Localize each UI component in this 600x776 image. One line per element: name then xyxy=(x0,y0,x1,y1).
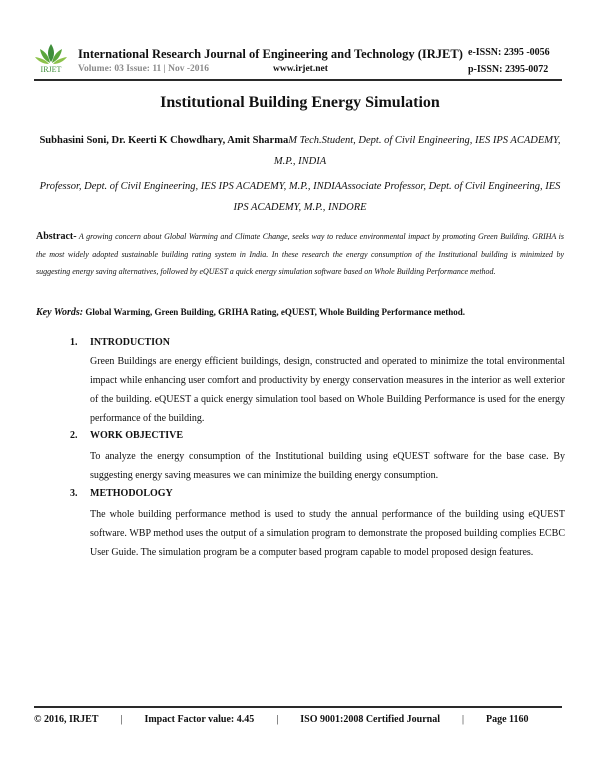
footer-separator: | xyxy=(120,714,123,725)
irjet-logo xyxy=(34,40,68,80)
section-title: METHODOLOGY xyxy=(90,488,173,499)
journal-website: www.irjet.net xyxy=(273,64,328,74)
author-names: Subhasini Soni, Dr. Keerti K Chowdhary, Amit Sharma xyxy=(39,135,289,146)
footer-separator: | xyxy=(276,714,279,725)
section-number: 1. xyxy=(70,337,78,348)
author-affiliation-1: M Tech.Student, Dept. of Civil Engineering, IES IPS ACADEMY, M.P., INDIA xyxy=(273,135,561,167)
section-heading-work-objective xyxy=(70,430,183,441)
abstract xyxy=(36,228,564,281)
section-title: INTRODUCTION xyxy=(90,337,171,348)
abstract-text: A growing concern about Global Warming and Climate Change, seeks way to reduce environmental impact by promoting Green Building. GRIHA is the most widely adopted sustainable building rating system in India. In these research the energy consumption of the Institutional building is minimized by suggesting energy saving alternatives, followed by eQUEST a quick energy simulation software based on Whole Building Performance method. xyxy=(36,232,564,276)
footer-iso: ISO 9001:2008 Certified Journal xyxy=(300,714,440,725)
keywords-label: Key Words: xyxy=(36,307,84,318)
footer-copyright: © 2016, IRJET xyxy=(34,714,99,725)
section-heading-introduction xyxy=(70,337,170,348)
footer-impact-factor: Impact Factor value: 4.45 xyxy=(144,714,255,725)
keywords xyxy=(36,307,564,318)
footer-rule xyxy=(34,706,562,708)
e-issn: e-ISSN: 2395 -0056 xyxy=(468,47,550,58)
footer-page-number: Page 1160 xyxy=(486,714,529,725)
authors-block xyxy=(36,130,564,172)
logo-text: IRJET xyxy=(40,65,62,74)
p-issn: p-ISSN: 2395-0072 xyxy=(468,64,549,75)
abstract-label: Abstract- xyxy=(36,231,77,242)
section-text-introduction: Green Buildings are energy efficient buildings, design, constructed and operated to minimize the total environmental impact while enhancing user comfort and productivity by energy conservation measures in the interior as well exterior of the building. eQUEST a quick energy simulation tool based on Whole Building Performance is used for the energy performance of the building. xyxy=(90,356,565,424)
header-rule xyxy=(34,79,562,81)
section-number: 2. xyxy=(70,430,78,441)
author-affiliation-2: Professor, Dept. of Civil Engineering, IES IPS ACADEMY, M.P., INDIAAssociate Professor, Dept. of Civil Engineering, IES IPS ACADEMY, M.P., INDORE xyxy=(39,181,561,213)
keywords-text: Global Warming, Green Building, GRIHA Rating, eQUEST, Whole Building Performance method. xyxy=(83,307,466,317)
section-text-work-objective: To analyze the energy consumption of the Institutional building using eQUEST software for the base case. By suggesting energy saving measures we can minimize the building energy consumption. xyxy=(90,451,565,481)
section-title: WORK OBJECTIVE xyxy=(90,430,184,441)
journal-title: International Research Journal of Engineering and Technology (IRJET) xyxy=(78,47,463,61)
section-text-methodology: The whole building performance method is used to study the annual performance of the building using eQUEST software. WBP method uses the output of a simulation program to demonstrate the proposed building complies ECBC User Guide. The simulation program be a computer based program capable to model proposed design features. xyxy=(90,509,565,558)
paper-title: Institutional Building Energy Simulation xyxy=(160,94,440,111)
footer-separator: | xyxy=(461,714,464,725)
section-number: 3. xyxy=(70,488,78,499)
volume-info: Volume: 03 Issue: 11 | Nov -2016 xyxy=(78,64,210,74)
section-heading-methodology xyxy=(70,488,173,499)
page-footer xyxy=(34,714,562,725)
